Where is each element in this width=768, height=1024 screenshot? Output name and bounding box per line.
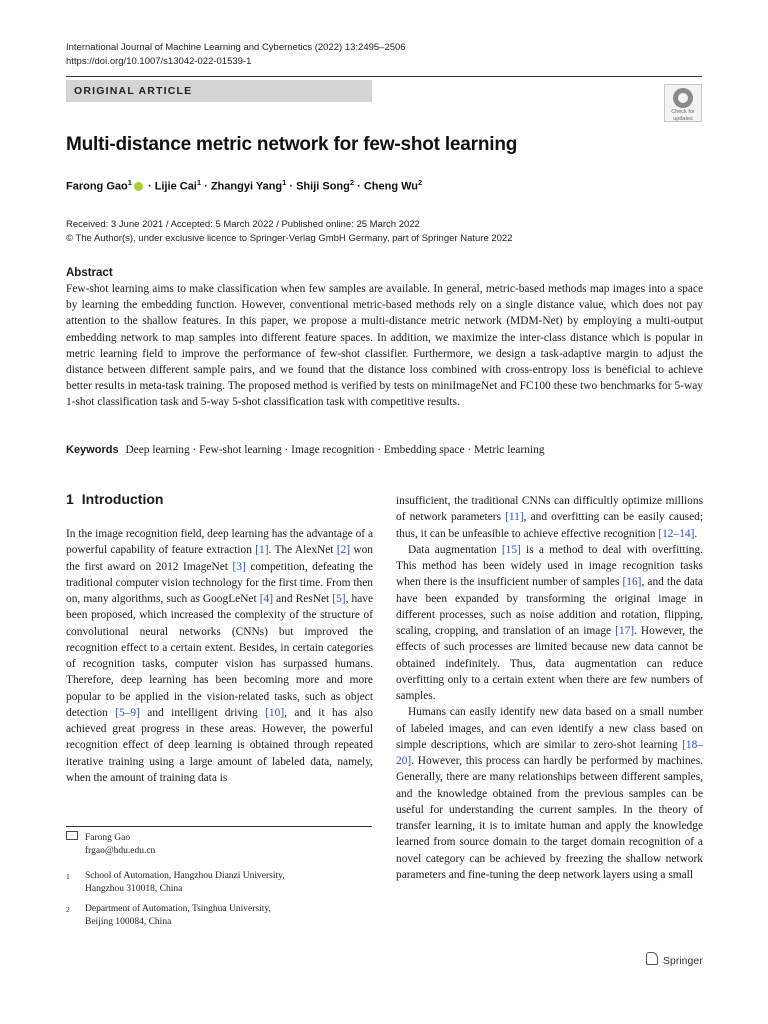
text-run: competition, defeating the traditional computer vision technology for the first time. From then on, many algorithms, such as GoogLeNet <box>66 560 373 605</box>
citation-link[interactable]: [3] <box>232 560 246 573</box>
footnote-rule <box>66 826 372 827</box>
keywords-list: Deep learning · Few-shot learning · Image recognition · Embedding space · Metric learning <box>125 444 545 456</box>
text-run: . <box>694 527 698 540</box>
text-run: insufficient, the traditional CNNs can difficultly optimize millions of network parameters <box>396 495 703 524</box>
text-run: and intelligent driving <box>139 706 266 719</box>
copyright-line: © The Author(s), under exclusive licence to Springer-Verlag GmbH Germany, part of Springer Nature 2022 <box>66 233 513 244</box>
citation-link[interactable]: [11] <box>505 511 524 524</box>
citation-link[interactable]: [12–14] <box>658 527 695 540</box>
abstract-text: Few-shot learning aims to make classification when few samples are available. In general, metric-based methods map images into a space by learning the embedding function. However, conventional metric-based methods rely on a single distance value, which does not pay attention to the shallow features. In this paper, we propose a multi-distance metric network (MDM-Net) by employing a multi-output embedding network to map samples into different feature spaces. In addition, we maximize the inter-class distance which is popular in metric learning field to improve the performance of few-shot classifier. Furthermore, we design a task-adaptive margin to adjust the distance between different sample pairs, and we found that the distance loss combined with cross-entropy loss is beneficial to achieve better results in meta-task training. The proposed method is verified by tests on miniImageNet and FC100 these two benchmarks for 5-way 1-shot classification task and 5-way 5-shot classification task with competitive results. <box>66 283 703 409</box>
affiliation-1 <box>66 870 285 896</box>
author-affiliation: 1 <box>127 178 132 187</box>
springer-horse-icon <box>646 952 658 965</box>
publisher-logo <box>646 952 703 967</box>
body-paragraph <box>396 704 703 883</box>
article-type-band: ORIGINAL ARTICLE <box>66 80 372 102</box>
citation-link[interactable]: [16] <box>622 576 642 589</box>
envelope-icon <box>66 831 78 840</box>
author-name[interactable]: Shiji Song <box>296 180 350 193</box>
body-paragraph <box>396 493 703 542</box>
citation-link[interactable]: [5] <box>332 593 346 605</box>
journal-citation: International Journal of Machine Learning and Cybernetics (2022) 13:2495–2506 <box>66 42 406 53</box>
right-column <box>396 493 703 883</box>
author-list: Farong Gao$^1$ · Lijie Cai$^1$ · Zhangyi Yang$^1$ · Shiji Song$^2$ · Cheng Wu$^2$ <box>66 178 423 193</box>
body-paragraph <box>396 542 703 705</box>
text-run: won the first award on 2012 ImageNet <box>66 544 374 573</box>
text-run: is a method to deal with overfitting. This method has been widely used in image recognition tasks when there is the insufficient number of samples <box>396 543 703 589</box>
affiliation-marker: 2 <box>66 905 70 914</box>
intro-paragraph <box>66 526 373 786</box>
author-affiliation: 2 <box>349 178 355 187</box>
author-name[interactable]: Farong Gao <box>66 180 128 193</box>
update-icon <box>673 88 693 108</box>
publisher-name: Springer <box>663 955 703 967</box>
section-heading <box>66 491 163 507</box>
text-run: , and overfitting can be easily caused; thus, it can be unfeasible to achieve effective recognition <box>396 511 703 540</box>
citation-link[interactable]: [17] <box>615 625 635 637</box>
header-rule <box>66 76 702 77</box>
text-run: , have been proposed, which increased the complexity of the structure of convolutional neural networks (CNNs) but improved the recognition effect to a certain extent. Besides, in certain categories of recognition tasks, computer vision has surpassed humans. Therefore, deep learning has been becoming more and more popular to be applied in the vision-related tasks, such as object detection <box>66 593 374 719</box>
affiliation-line: Beijing 100084, China <box>85 917 172 927</box>
corresponding-email[interactable]: frgao@hdu.edu.cn <box>85 846 156 856</box>
text-run: . The AlexNet <box>268 544 337 557</box>
left-column <box>66 526 373 786</box>
section-number: 1 <box>66 491 74 507</box>
doi-link[interactable]: https://doi.org/10.1007/s13042-022-01539-1 <box>66 56 252 67</box>
orcid-icon[interactable] <box>134 182 143 191</box>
text-run: , and it has also achieved great progress in these areas. However, the powerful recognition effect of deep learning is obtained through repeated iterative training using a large amount of labeled data, namely, when the amount of training data is <box>66 706 373 784</box>
check-for-updates-badge[interactable] <box>664 84 702 122</box>
citation-link[interactable]: [10] <box>265 706 285 719</box>
check-updates-line1: Check for <box>671 109 695 115</box>
citation-link[interactable]: [4] <box>259 593 274 605</box>
abstract-heading: Abstract <box>66 267 113 279</box>
text-run: and ResNet <box>273 593 333 605</box>
article-title: Multi-distance metric network for few-shot learning <box>66 134 518 155</box>
check-updates-line2: updates <box>673 116 693 122</box>
citation-link[interactable]: [1] <box>255 544 269 557</box>
text-run: In the image recognition field, deep learning has the advantage of a powerful capability of feature extraction <box>66 528 373 557</box>
citation-link[interactable]: [15] <box>501 543 521 556</box>
text-run: . However, the effects of such processes are limited because new data cannot be obtained indefinitely. Thus, data augmentation can reduce overfitting only to a certain extent when there are few numbers of samples. <box>396 625 703 702</box>
section-title: Introduction <box>81 491 164 507</box>
text-run: Humans can easily identify new data based on a small number of labeled images, and can even identify a new class based on simple descriptions, which are similar to zero-shot learning <box>396 706 703 751</box>
affiliation-2 <box>66 903 271 929</box>
affiliation-line: Department of Automation, Tsinghua University, <box>85 904 271 914</box>
history-dates: Received: 3 June 2021 / Accepted: 5 March 2022 / Published online: 25 March 2022 <box>66 219 420 230</box>
text-run: , and the data have been expanded by transforming the original image in different processes, such as noise addition and rotation, flipping, scaling, cropping, and translation of an image <box>396 576 703 637</box>
author-affiliation: 2 <box>418 178 423 187</box>
affiliation-marker: 1 <box>66 872 70 881</box>
corresponding-name: Farong Gao <box>85 833 131 843</box>
author-name[interactable]: Cheng Wu <box>363 180 419 193</box>
author-name[interactable]: Lijie Cai <box>154 180 197 193</box>
citation-link[interactable]: [18–20] <box>396 738 703 767</box>
keywords <box>66 444 706 456</box>
text-run: . However, this process can hardly be performed by machines. Generally, there are many relationships between different samples, and the knowledge obtained from the previous samples can be useful for understanding the current samples. In the theory of transfer learning, it is to imitate human and apply the knowledge learned from source domain to the target domain recognition of a novel category can be achieved by freezing the shallow network parameters and fine-tuning the deep network layers using a small <box>396 755 703 881</box>
citation-link[interactable]: [5–9] <box>115 706 140 719</box>
author-affiliation: 1 <box>282 178 287 187</box>
author-affiliation: 1 <box>196 178 202 187</box>
publication-dates <box>66 218 513 246</box>
affiliation-line: School of Automation, Hangzhou Dianzi University, <box>85 871 285 881</box>
keywords-heading: Keywords <box>66 444 119 456</box>
corresponding-author <box>66 831 155 858</box>
text-run: Data augmentation <box>408 543 502 556</box>
author-name[interactable]: Zhangyi Yang <box>210 180 283 193</box>
citation-link[interactable]: [2] <box>336 544 351 557</box>
affiliation-line: Hangzhou 310018, China <box>85 884 183 894</box>
